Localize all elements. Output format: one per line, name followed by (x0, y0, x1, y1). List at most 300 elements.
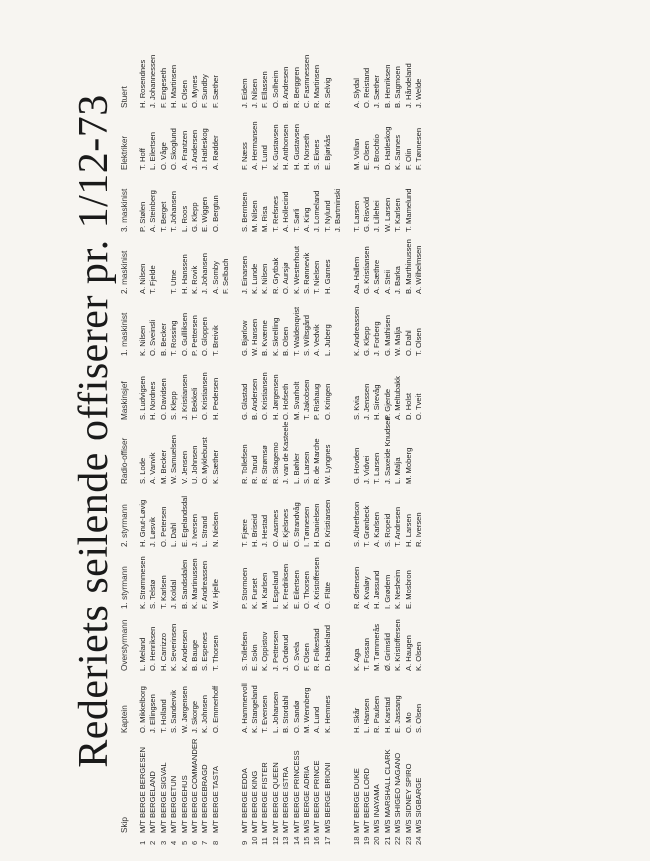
officer-name: Ø. Grimslid (382, 633, 392, 671)
row-number: 1 (138, 840, 147, 845)
officer-name: T. Olsen (414, 328, 423, 356)
officer-name: T. Thorsen (210, 635, 220, 671)
column-header: 2. styrmann (120, 504, 129, 547)
officer-name: A. Meltubakk (393, 376, 403, 420)
officer-name: J. Skorge (190, 700, 199, 733)
officer-name: S. Klepp (169, 391, 179, 420)
officer-name: T. Nylund (322, 200, 332, 232)
officer-name: K. Andreassen (351, 306, 361, 356)
officer-name: O. Våge (158, 142, 168, 170)
officer-name: M. Tømmerås (372, 623, 382, 671)
row-number: 12 (270, 836, 280, 845)
officer-name: G. Kristiansen (362, 246, 371, 294)
officer-name: W. Hansen (250, 318, 259, 356)
officer-name: D. Haakeland (322, 624, 332, 671)
officer-name: L. Bøhler (291, 453, 301, 484)
officer-name: J. Lillehei (372, 200, 382, 232)
officer-name: S. Tollefsen (239, 631, 249, 671)
officer-name: G. Risvold (362, 196, 371, 232)
officer-name: L. Hansen (362, 698, 371, 733)
officer-name: P. Stølen (138, 201, 147, 232)
officer-name: A. Karlsen (372, 511, 382, 547)
officer-name: H. Nordnes (148, 381, 158, 420)
officer-name: J. Barka (393, 266, 403, 294)
officer-name: S. Larsen (302, 451, 311, 484)
officer-name: R. Tollefsen (239, 444, 249, 484)
officer-name: R. Martinsen (312, 64, 322, 108)
officer-name: B. Olsen (281, 326, 291, 356)
ship-name: M/S SIGBARGE (414, 777, 423, 833)
row-number: 8 (210, 840, 220, 845)
officer-name: D. Hatleskog (382, 126, 392, 170)
officer-name: L. Juberg (322, 324, 332, 356)
officer-name: T. Rossing (169, 320, 179, 356)
ship-name: M/T BERGEHUS (179, 775, 189, 833)
officer-name: J. Håndeland (403, 63, 413, 108)
officer-name: B. Andresen (281, 66, 291, 108)
officer-name: S. Ludvigsen (138, 376, 147, 420)
officer-name: L. Meland (138, 637, 147, 671)
ship-name: M/T BERGE BERGESEN (138, 747, 147, 833)
row-number: 10 (250, 836, 259, 845)
officer-name: K. Nilsen (260, 263, 270, 294)
row-number: 20 (372, 836, 382, 845)
column-header: Stuert (120, 86, 129, 108)
officer-name: I. Tønnesen (302, 506, 311, 547)
officer-name: A. Somby (210, 261, 220, 294)
officer-name: J. Bartminski (333, 188, 343, 232)
officer-name: M. Wennberg (302, 687, 311, 733)
officer-name: E. Kjelsnes (281, 509, 291, 547)
officer-name: K. Kristoffersen (393, 619, 403, 671)
officer-name: A. Hollecind (281, 191, 291, 232)
officer-name: K. Gustavsen (270, 124, 280, 170)
officer-name: A. King (302, 207, 311, 232)
officer-name: P. Stormoen (239, 567, 249, 609)
officer-name: F. Olin (403, 148, 413, 170)
officer-name: O. Mykleburst (200, 437, 210, 484)
officer-name: R. Folkestad (312, 628, 322, 671)
officer-name: W. Malja (393, 326, 403, 356)
officer-name: K. Stangeland (250, 685, 259, 733)
row-number: 11 (260, 837, 270, 845)
officer-name: E. Egelandsdal (179, 495, 189, 547)
officer-name: A. Frantzen (179, 130, 189, 170)
officer-name: J. Forberg (372, 321, 382, 356)
officer-name: F. Olsen (302, 643, 311, 671)
column-header: 1. styrmann (120, 566, 129, 609)
page-title: Rederiets seilende offiserer pr. 1/12-73 (71, 94, 117, 768)
officer-name: B. Andersen (250, 378, 259, 420)
officer-name: J. Pettersen (270, 630, 280, 671)
ship-name: M/S SHIGEO NAGANO (393, 752, 403, 833)
officer-name: H. Pedersen (210, 377, 220, 420)
ship-name: M/T BERGE PRINCE (312, 760, 322, 833)
ship-name: M/T BERGE SIGVAL (158, 762, 168, 833)
row-number: 21 (382, 836, 392, 845)
officer-name: J. Ordørud (281, 634, 291, 671)
officer-name: L. Malja (393, 457, 403, 484)
officer-name: B. Becker (158, 323, 168, 356)
officer-name: A. Haugen (403, 635, 413, 671)
officer-name: H. Carrizzo (158, 633, 168, 671)
column-header: 3. maskinist (120, 188, 129, 232)
officer-name: S. Rønnevik (302, 252, 311, 294)
officer-name: S. Telstø (148, 579, 158, 609)
officer-name: T. Nielsen (312, 260, 322, 294)
officer-name: K. Strømmesen (138, 556, 147, 609)
officer-name: O. Thorsen (302, 571, 311, 609)
officer-name: P. Pettersen (190, 315, 199, 356)
officer-name: K. Skrelling (270, 317, 280, 356)
officer-name: A. Lund (312, 706, 322, 733)
officer-name: K. Sæther (210, 449, 220, 484)
officer-name: A. Hammervoll (239, 683, 249, 733)
officer-name: K. Olsen (414, 641, 423, 671)
ship-name: M/T BERGE ISTRA (281, 766, 291, 833)
officer-name: S. Ropeid (382, 513, 392, 547)
officer-name: B. Marthinussen (403, 239, 413, 294)
officer-name: H. Anthonsen (281, 124, 291, 170)
row-number: 4 (169, 840, 179, 845)
column-header: Skip (120, 817, 129, 833)
officer-name: M. Becker (158, 449, 168, 484)
officer-name: B. Sandsdalen (179, 559, 189, 609)
officer-name: N. Nielsen (210, 511, 220, 547)
officer-name: J. Iversen (190, 514, 199, 547)
officer-name: U. Johnsen (190, 445, 199, 484)
officer-name: E. Wiggen (200, 196, 210, 232)
officer-name: G. Klepp (190, 202, 199, 232)
officer-name: B. Henriksen (382, 64, 392, 108)
row-number: 22 (393, 836, 403, 845)
officer-name: V. Jensen (179, 450, 189, 484)
officer-name: T. Jakobsen (302, 379, 311, 420)
officer-name: A. Rødder (210, 135, 220, 170)
row-number: 9 (239, 840, 249, 845)
officer-name: M. Nilsen (250, 200, 259, 232)
officer-name: O. Sandø (291, 700, 301, 733)
officer-name: C. Fasmnessen (302, 54, 311, 108)
officer-name: L. Dahl (169, 522, 179, 547)
officer-name: J. Vidvei (362, 455, 371, 484)
officer-name: S. Sandervik (169, 689, 179, 733)
officer-name: J. Hestad (260, 514, 270, 547)
column-header: 1. maskinist (120, 312, 129, 356)
officer-name: A. Wilhelmsen (414, 245, 423, 294)
officer-name: T. Larsen (372, 452, 382, 484)
officer-name: O. Kristiansen (260, 372, 270, 420)
officer-name: K. Oppistov (260, 631, 270, 671)
row-number: 17 (322, 836, 332, 845)
officer-name: E. Bjørkås (322, 134, 332, 170)
officer-name: H. Briseid (250, 514, 259, 547)
officer-name: F. Ellassen (260, 71, 270, 108)
officer-name: M. Svarholt (291, 381, 301, 420)
column-header: Elektriker (120, 135, 129, 170)
officer-name: T. Refsnes (270, 196, 280, 232)
officer-name: W. Hjelle (210, 579, 220, 609)
officer-name: J. Welde (414, 78, 423, 108)
officer-name: T. Hoff (138, 148, 147, 170)
officer-name: H. Rosendnes (138, 59, 147, 108)
ship-name: M/S MARSHALL CLARK (382, 749, 392, 833)
officer-name: R. Grytbak (270, 257, 280, 294)
officer-name: J. Koldal (169, 579, 179, 609)
officer-name: O. Petersen (158, 506, 168, 547)
officer-name: G. Mathisen (382, 315, 392, 356)
officer-name: J. Lomeland (312, 190, 322, 232)
officer-name: K. Hemnes (322, 695, 332, 733)
officer-name: K. Severinsen (169, 623, 179, 671)
officer-name: K. Fredriksen (281, 563, 291, 609)
row-number: 19 (362, 836, 371, 845)
officer-name: A. Vanvik (148, 452, 158, 484)
officer-name: S. Berntsen (239, 192, 249, 232)
officer-name: P. Gjerde (382, 388, 392, 420)
officer-name: R. Paulsen (372, 695, 382, 733)
officer-name: R. Berggren (291, 67, 301, 108)
officer-name: O. Mynes (190, 75, 199, 108)
officer-name: T. Utne (169, 269, 179, 294)
officer-name: A. Hermansen (250, 121, 259, 170)
officer-name: H. Jøssund (372, 570, 382, 609)
officer-name: T. Johansen (169, 191, 179, 232)
officer-name: H. Hanssen (179, 254, 189, 294)
officer-name: O. Dahl (403, 330, 413, 356)
officer-name: R. de Marche (312, 438, 322, 484)
officer-name: E. Olsen (362, 140, 371, 170)
row-number: 23 (403, 836, 413, 845)
officer-name: J. Nilsen (250, 78, 259, 108)
officer-name: T. Karlsen (158, 575, 168, 609)
officer-name: E. Sokn (250, 644, 259, 671)
column-header: Overstyrmann (120, 619, 129, 671)
row-number: 16 (312, 836, 322, 845)
officer-name: G. Glastad (239, 383, 249, 420)
ship-name: M/T BERGE COMMANDER (190, 738, 199, 833)
ship-name: M/S SIDNEY SPIRO (403, 763, 413, 833)
officer-name: O. Strandvåg (291, 502, 301, 547)
officer-name: J. Hatleskog (200, 128, 210, 170)
officer-name: H. Gnut-Løvig (138, 499, 147, 547)
officer-name: A. Sæthre (372, 259, 382, 294)
row-number: 15 (302, 836, 311, 845)
officer-name: O. Hofseth (281, 383, 291, 420)
officer-name: T. Karlsen (393, 198, 403, 232)
row-number: 24 (414, 836, 423, 845)
officer-name: O. Sveinsli (148, 319, 158, 356)
officer-name: J. Eidem (239, 78, 249, 108)
officer-name: I. Espeland (270, 571, 280, 609)
officer-name: K. Aga (351, 648, 361, 671)
officer-name: G. Hovden (351, 447, 361, 484)
ship-name: M/S BERGE ADRIA (302, 765, 311, 833)
row-number: 6 (190, 840, 199, 845)
officer-name: S. Eknes (312, 139, 322, 170)
column-header: Kaptein (120, 705, 129, 733)
officer-name: K. Nesheim (393, 569, 403, 609)
officer-name: H. Norseth (302, 133, 311, 170)
officer-name: T. Evensen (260, 695, 270, 733)
officer-name: S. Lode (138, 457, 147, 484)
officer-name: E. Eilertsen (291, 570, 301, 609)
officer-name: J. Jenssen (362, 383, 371, 420)
officer-name: H. Garnes (322, 259, 332, 294)
row-number: 13 (281, 836, 291, 845)
officer-name: L. Roos (179, 205, 189, 232)
officer-name: S. Wiltsgård (302, 315, 311, 356)
officer-name: R. Iversen (414, 512, 423, 547)
officer-name: H. Martinsen (169, 64, 179, 108)
officer-name: O. Mo (403, 712, 413, 733)
officer-name: G. Bjørlow (239, 320, 249, 356)
officer-name: T. Grønbeck (362, 505, 371, 547)
officer-name: J. Sæther (372, 75, 382, 108)
officer-name: J. Kristiansen (179, 374, 189, 420)
row-number: 5 (179, 840, 189, 845)
ship-name: M/T BERGEBRAGD (200, 764, 210, 833)
officer-name: A. Nilsen (138, 263, 147, 294)
ship-name: M/T BERGE FISTER (260, 762, 270, 833)
ship-name: M/T BERGETUN (169, 775, 179, 833)
officer-name: M. Moberg (403, 447, 413, 484)
row-number: 3 (158, 840, 168, 845)
officer-name: W. Larsen (382, 197, 392, 232)
officer-name: S. Kvia (351, 395, 361, 420)
row-number: 18 (351, 836, 361, 845)
officer-name: K. Furset (250, 578, 259, 609)
officer-name: O. Svela (291, 641, 301, 671)
officer-name: K. Westerhout (291, 246, 301, 294)
officer-name: O. Gloppen (200, 317, 210, 356)
ship-name: M/T BERGE EDDA (239, 768, 249, 833)
officer-name: K. Sannes (393, 134, 403, 170)
officer-name: W. Samuelsen (169, 435, 179, 484)
officer-name: T. Bekkeli (190, 387, 199, 420)
ship-name: M/T BERGE KING (250, 770, 259, 833)
officer-name: R. Strømsø (260, 445, 270, 484)
officer-name: O. Kristiansen (200, 372, 210, 420)
officer-name: T. Larsen (351, 200, 361, 232)
officer-name: O. Solheim (270, 70, 280, 108)
officer-name: O. Davidsen (158, 378, 168, 420)
officer-name: A. Slydal (351, 78, 361, 108)
officer-name: J. Einarsen (239, 256, 249, 294)
officer-name: T. Lund (260, 145, 270, 170)
officer-name: T. Sørli (291, 208, 301, 232)
officer-name: T. Waldenqvist (291, 306, 301, 356)
officer-name: J. Saxeide Knudsen (382, 416, 392, 484)
officer-name: O. Mikkelborg (138, 686, 147, 733)
officer-name: R. Østensen (351, 566, 361, 609)
officer-name: K. Nilsen (138, 325, 147, 356)
row-number: 14 (291, 836, 301, 845)
ship-name: M/T BERGELAND (148, 771, 158, 833)
officer-name: F. Næss (239, 142, 249, 170)
officer-name: I. Grødem (382, 574, 392, 609)
officer-name: M. Vollan (351, 138, 361, 170)
officer-name: J. Andersen (190, 129, 199, 170)
officer-name: F. Selbach (221, 258, 231, 294)
officer-name: O. Skoglund (169, 128, 179, 170)
officer-name: D. Kristiansen (322, 499, 332, 547)
ship-name: M/T BERGE TASTA (210, 766, 220, 833)
officer-name: H. Sirevåg (372, 384, 382, 420)
officer-name: W. Lyngnes (322, 444, 332, 484)
officer-name: H. Karstad (382, 697, 392, 733)
officer-name: L. Johansen (270, 691, 280, 733)
officer-name: H. Gustavsen (291, 123, 301, 170)
officer-name: S. Espenes (200, 632, 210, 671)
officer-name: O. Henriksen (148, 626, 158, 671)
officer-name: J. Johansen (200, 253, 210, 294)
officer-name: R. Skagemo (270, 442, 280, 484)
officer-name: F. Sundby (200, 74, 210, 108)
officer-name: L. Strand (200, 516, 210, 547)
officer-name: M. Karlsen (260, 572, 270, 609)
officer-name: S. Olsen (414, 703, 423, 733)
officer-name: T. Holland (158, 699, 168, 733)
officer-name: T. Mamelund (403, 188, 413, 232)
officer-name: K. Johnsen (200, 695, 210, 733)
officer-name: T. Berget (158, 201, 168, 232)
officer-name: J. Brochtio (372, 134, 382, 170)
officer-name: L. Eilertsen (148, 132, 158, 170)
officer-name: B. Kværne (260, 320, 270, 356)
officer-name: T. Fjelde (148, 265, 158, 294)
ship-name: M/T BERGE LORD (362, 768, 371, 833)
officer-name: E. Mosbron (403, 570, 413, 609)
officer-name: B. Sagmoen (393, 66, 403, 108)
officer-name: H. Jørgensen (270, 374, 280, 420)
officer-name: O. Bergtun (210, 195, 220, 232)
officer-name: W. Jørgensen (179, 686, 189, 733)
officer-name: F. Tønnesen (414, 127, 423, 170)
officer-name: T. Breivik (210, 325, 220, 356)
ship-name: M/S INAYAMA (372, 784, 382, 833)
officer-name: S. Albrethson (351, 501, 361, 547)
column-header: Maskinsjef (120, 381, 129, 420)
officer-name: J. Johannessen (148, 54, 158, 108)
officer-name: R. Tarud (250, 455, 259, 484)
officer-name: O. Emmerhoff (210, 685, 220, 733)
officer-name: O. Aasmes (270, 509, 280, 547)
officer-name: A. Steinberg (148, 190, 158, 232)
officer-name: A. Vedvik (312, 324, 322, 356)
officer-name: B. Bauge (190, 639, 199, 671)
officer-name: F. Sæther (210, 75, 220, 108)
officer-name: H. Skår (351, 707, 361, 733)
officer-name: E. Jassang (393, 695, 403, 733)
officer-name: T. Fjære (239, 519, 249, 547)
officer-name: A. Steii (382, 269, 392, 294)
officer-name: T. Fossan (362, 638, 371, 671)
officer-name: M. Risa (260, 206, 270, 232)
officer-name: F. Olsen (179, 80, 189, 108)
officer-name: G. Klepp (362, 326, 371, 356)
officer-name: F. Andreassen (200, 560, 210, 609)
ship-name: M/S BERGE BRIONI (322, 762, 332, 833)
officer-name: D. Holst (403, 392, 413, 420)
officer-name: K. Andersen (179, 629, 189, 671)
officer-name: F. Engeseth (158, 67, 168, 108)
officer-name: H. Danielsen (312, 503, 322, 547)
officer-name: K. Lunde (250, 263, 259, 294)
officer-name: Aa. Hallem (351, 256, 361, 294)
ship-name: M/T BERGE PRINCESS (291, 750, 301, 833)
officer-name: O. Aursjø (281, 262, 291, 294)
